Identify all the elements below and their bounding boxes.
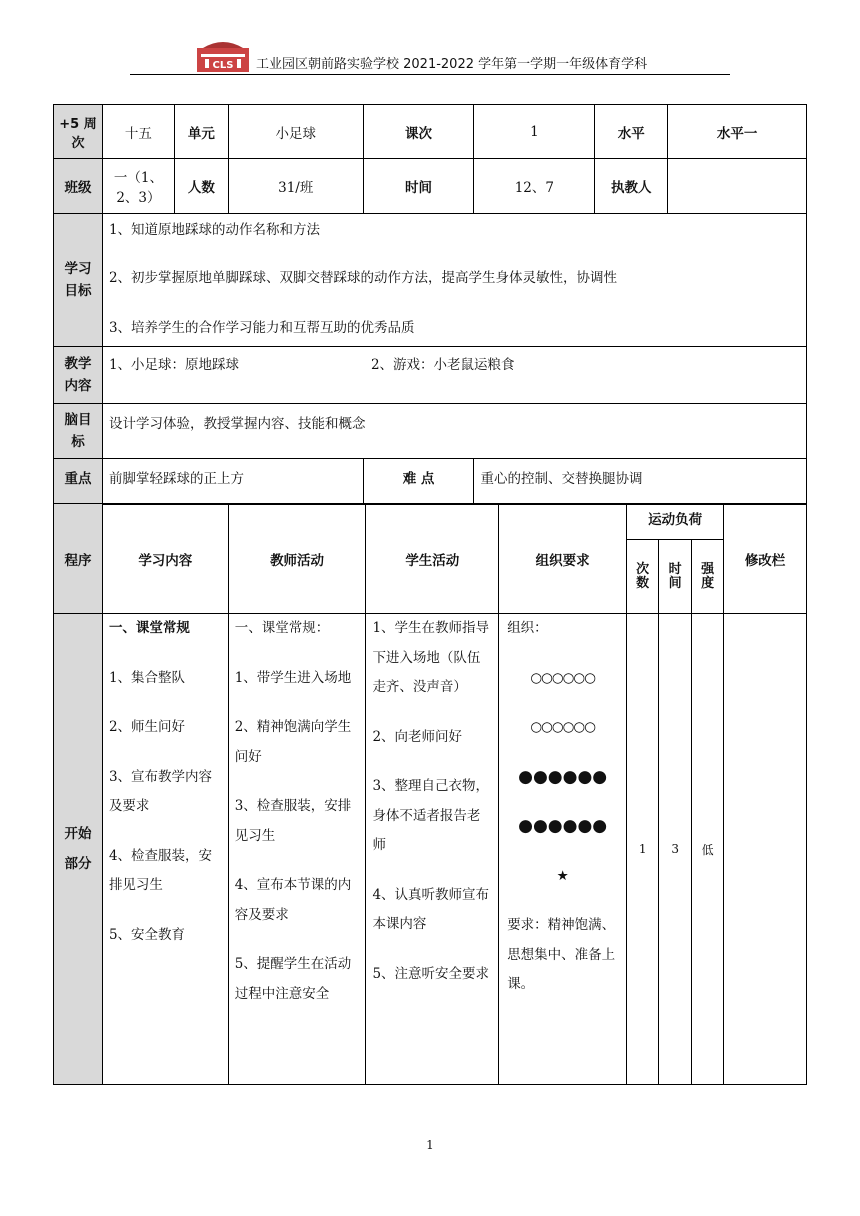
keypoints-text: 前脚掌轻踩球的正上方	[102, 459, 363, 505]
org-title: 组织：	[507, 620, 548, 636]
teacher-item: 2、精神饱满向学生问好	[234, 719, 352, 765]
learning-cell	[102, 614, 228, 1085]
load-time: 3	[659, 614, 692, 1085]
time-label: 时间	[363, 159, 474, 214]
unit-value: 小足球	[228, 105, 363, 159]
formation-row-open: ○○○○○○	[530, 669, 595, 686]
learning-item: 1、集合整队	[108, 669, 186, 686]
lesson-label: 课次	[363, 105, 474, 159]
level-value: 水平一	[668, 105, 807, 159]
learning-item: 5、安全教育	[108, 926, 186, 943]
learning-item: 3、宣布教学内容及要求	[108, 768, 213, 814]
class-label: 班级	[54, 159, 103, 214]
content-item: 1、小足球：原地踩球	[108, 357, 240, 373]
col-time: 时间	[659, 540, 692, 614]
student-item: 1、学生在教师指导下进入场地（队伍走齐、没声音）	[372, 620, 490, 695]
header-divider	[130, 74, 730, 75]
content-cell	[102, 347, 806, 404]
difficulty-label: 难 点	[363, 459, 474, 505]
teacher-item: 一、课堂常规：	[234, 620, 330, 636]
week-label: +5 周次	[54, 105, 103, 159]
col-org: 组织要求	[499, 504, 627, 614]
student-item: 5、注意听安全要求	[372, 965, 490, 982]
student-cell	[366, 614, 499, 1085]
objective-item: 3、培养学生的合作学习能力和互帮互助的优秀品质	[108, 320, 415, 336]
load-count: 1	[627, 614, 659, 1085]
col-procedure: 程序	[54, 504, 103, 614]
col-intensity: 强度	[692, 540, 724, 614]
formation-row-filled: ●●●●●●	[518, 766, 608, 787]
learning-item: 2、师生问好	[108, 719, 186, 735]
count-value: 31/班	[228, 159, 363, 214]
objective-item: 2、初步掌握原地单脚踩球、双脚交替踩球的动作方法，提高学生身体灵敏性，协调性	[108, 270, 618, 286]
teacher-item: 4、宣布本节课的内容及要求	[234, 877, 352, 923]
content-label: 教学内容	[54, 347, 103, 404]
teacher-cell	[228, 614, 366, 1085]
procedure-table	[53, 503, 807, 1085]
time-value: 12、7	[474, 159, 595, 214]
col-student: 学生活动	[366, 504, 499, 614]
teacher-star-icon: ★	[556, 867, 569, 884]
level-label: 水平	[595, 105, 668, 159]
header-title: 工业园区朝前路实验学校 2021-2022 学年第一学期一年级体育学科	[256, 57, 648, 72]
org-requirement: 要求：精神饱满、思想集中、准备上课。	[507, 917, 616, 992]
teacher-item: 1、带学生进入场地	[234, 669, 352, 686]
objectives-label: 学习目标	[54, 214, 103, 347]
col-load: 运动负荷	[627, 504, 724, 540]
school-logo	[197, 40, 249, 72]
teacher-item: 3、检查服装，安排见习生	[234, 798, 352, 844]
formation-row-open: ○○○○○○	[530, 719, 595, 735]
week-value: 十五	[102, 105, 174, 159]
brain-text: 设计学习体验，教授掌握内容、技能和概念	[102, 404, 806, 459]
objective-item: 1、知道原地踩球的动作名称和方法	[108, 222, 321, 238]
brain-label: 脑目标	[54, 404, 103, 459]
col-learning: 学习内容	[102, 504, 228, 614]
page-number: 1	[426, 1138, 434, 1152]
learning-title: 一、课堂常规	[108, 620, 190, 636]
lesson-plan-table	[53, 104, 807, 505]
revise-cell	[724, 614, 807, 1085]
load-intensity: 低	[692, 614, 724, 1085]
content-item: 2、游戏：小老鼠运粮食	[370, 357, 515, 373]
teacher-item: 5、提醒学生在活动过程中注意安全	[234, 956, 352, 1002]
teacher-value	[668, 159, 807, 214]
learning-item: 4、检查服装，安排见习生	[108, 847, 213, 893]
difficulty-text: 重心的控制、交替换腿协调	[474, 459, 807, 505]
objectives-cell	[102, 214, 806, 347]
page-header	[130, 38, 730, 76]
lesson-value: 1	[474, 105, 595, 159]
svg-text:CLS: CLS	[212, 60, 234, 71]
count-label: 人数	[174, 159, 228, 214]
keypoints-label: 重点	[54, 459, 103, 505]
unit-label: 单元	[174, 105, 228, 159]
student-item: 4、认真听教师宣布本课内容	[372, 886, 490, 932]
class-value: 一（1、2、3）	[102, 159, 174, 214]
org-cell	[499, 614, 627, 1085]
section-label: 开始部分	[54, 614, 103, 1085]
col-revise: 修改栏	[724, 504, 807, 614]
student-item: 3、整理自己衣物，身体不适者报告老师	[372, 778, 490, 853]
formation-row-filled: ●●●●●●	[518, 816, 608, 836]
student-item: 2、向老师问好	[372, 728, 463, 745]
teacher-label: 执教人	[595, 159, 668, 214]
col-count: 次数	[627, 540, 659, 614]
col-teacher: 教师活动	[228, 504, 366, 614]
